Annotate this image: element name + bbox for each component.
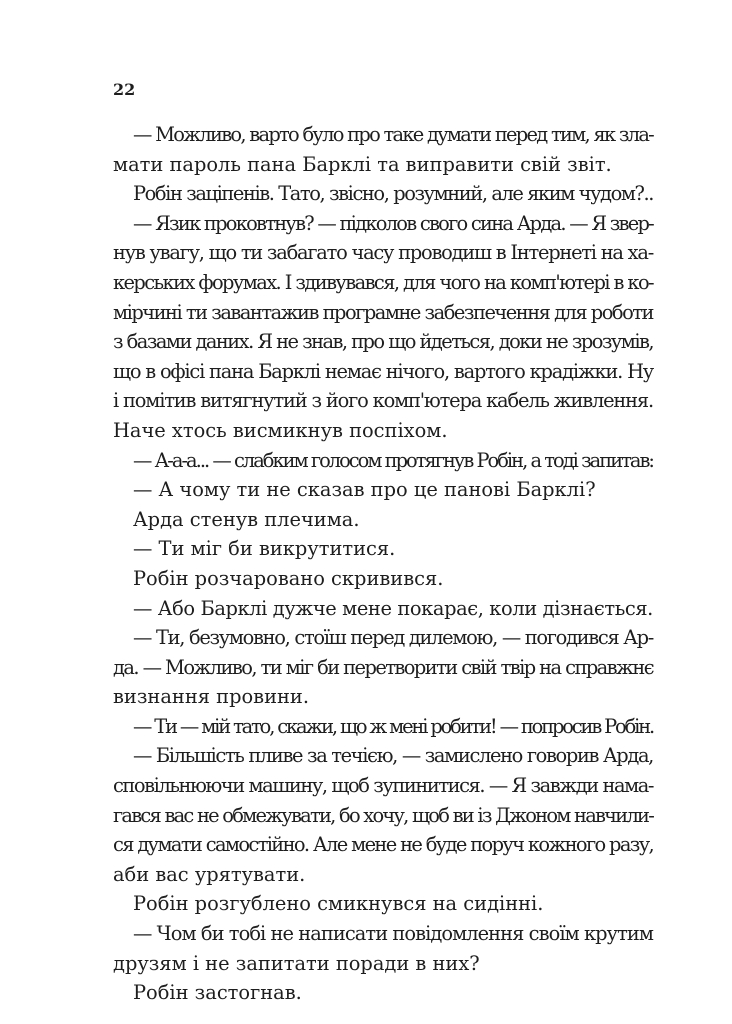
text-line: да. — Можливо, ти міг би перетворити свій твір на справжнє [113,655,653,679]
text-line: Робін застогнав. [133,981,302,1005]
text-line: Робін заціпенів. Тато, звісно, розумний, але яким чудом?.. [133,182,654,206]
text-line: — Ти — мій тато, скажи, що ж мені робити! — попросив Робін. [133,714,654,738]
text-line: Робін розчаровано скривився. [133,566,444,590]
text-line: — Більшість пливе за течією, — замислено говорив Арда, [133,744,653,768]
text-line: друзям і не запитати поради в них? [113,951,480,975]
text-line: Наче хтось висмикнув поспіхом. [113,418,448,442]
text-line: — Ти, безумовно, стоїш перед дилемою, — погодився Ар- [133,626,654,650]
page-number: 22 [113,80,136,99]
text-line: — Або Барклі дужче мене покарає, коли дізнається. [133,596,653,620]
text-line: Арда стенув плечима. [133,507,360,531]
text-line: мірчині ти завантажив програмне забезпечення для роботи [113,300,653,324]
text-line: керських форумах. І здивувався, для чого на комп'ютері в ко- [113,270,654,294]
text-line: сповільнюючи машину, щоб зупинитися. — Я завжди нама- [113,774,653,798]
text-line: нув увагу, що ти забагато часу проводиш в Інтернеті на ха- [113,241,654,265]
text-line: мати пароль пана Барклі та виправити свій звіт. [113,152,612,176]
text-line: — Чом би тобі не написати повідомлення своїм крутим [133,922,653,946]
text-line: — А чому ти не сказав про це панові Барклі? [133,478,596,502]
text-line: з базами даних. Я не знав, про що йдеться, доки не зрозумів, [113,330,654,354]
body-text [113,120,653,1008]
text-line: Робін розгублено смикнувся на сидінні. [133,892,544,916]
text-line: і помітив витягнутий з його комп'ютера кабель живлення. [113,389,653,413]
text-line: ся думати самостійно. Але мене не буде поруч кожного разу, [113,833,654,857]
text-line: — Язик проковтнув? — підколов свого сина Арда. — Я звер- [133,211,653,235]
text-line: — А-а-а... — слабким голосом протягнув Робін, а тоді запитав: [133,448,653,472]
text-line: — Ти міг би викрутитися. [133,537,396,561]
text-line: — Можливо, варто було про таке думати перед тим, як зла- [133,123,654,146]
text-line: гався вас не обмежувати, бо хочу, щоб ви із Джоном навчили- [113,803,654,827]
text-line: аби вас урятувати. [113,862,306,886]
text-line: визнання провини. [113,685,310,709]
text-line: що в офісі пана Барклі немає нічого, вартого крадіжки. Ну [113,359,653,383]
